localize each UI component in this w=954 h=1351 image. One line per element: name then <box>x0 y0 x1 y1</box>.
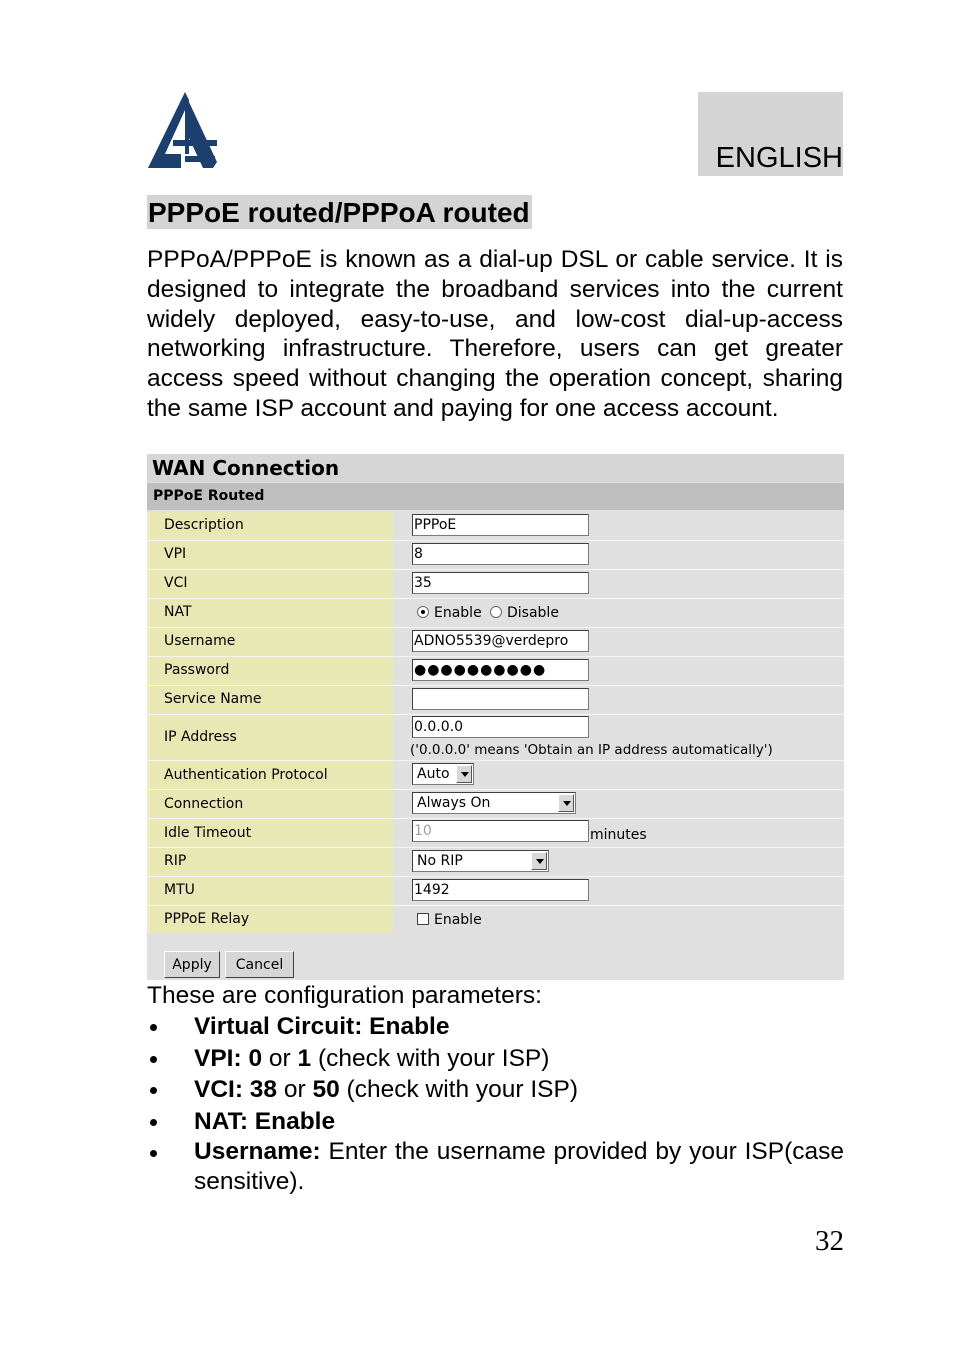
vci-input[interactable]: 35 <box>412 572 589 594</box>
idle-timeout-unit: minutes <box>590 827 647 843</box>
auth-protocol-label: Authentication Protocol <box>164 767 328 783</box>
list-item <box>147 1137 844 1197</box>
bullet-bold: 50 <box>312 1076 340 1103</box>
nat-enable-label: Enable <box>434 605 482 621</box>
list-item <box>147 1074 844 1106</box>
nat-label: NAT <box>164 604 192 620</box>
mtu-input[interactable]: 1492 <box>412 879 589 901</box>
row-pppoe-relay <box>147 906 844 933</box>
username-label: Username <box>164 633 236 649</box>
bullet-text: (check with your ISP) <box>339 1076 578 1103</box>
chevron-down-icon[interactable] <box>456 765 472 783</box>
bullet-bold: Virtual Circuit: Enable <box>194 1013 450 1040</box>
atlantis-logo-icon <box>147 92 219 170</box>
row-vpi <box>147 541 844 569</box>
bullet-text: or <box>277 1076 313 1103</box>
idle-timeout-label: Idle Timeout <box>164 825 252 841</box>
connection-select[interactable] <box>412 792 576 814</box>
row-description <box>147 512 844 540</box>
rip-select[interactable] <box>412 850 549 872</box>
vpi-label: VPI <box>164 546 187 562</box>
bullet-bold: VPI: 0 <box>194 1044 263 1072</box>
row-password <box>147 657 844 685</box>
panel-header <box>147 454 844 482</box>
service-name-label: Service Name <box>164 691 262 707</box>
bullet-text: (check with your ISP) <box>311 1044 550 1072</box>
auth-protocol-value: Auto <box>417 766 450 782</box>
section-title: PPPoE routed/PPPoA routed <box>148 197 530 228</box>
bullet-bold: VCI: 38 <box>194 1076 278 1103</box>
row-connection <box>147 790 844 818</box>
language-label: ENGLISH <box>715 142 843 174</box>
password-label: Password <box>164 662 230 678</box>
params-intro: These are configuration parameters: <box>147 982 542 1009</box>
list-item <box>147 1043 844 1075</box>
auth-protocol-select[interactable] <box>412 763 474 785</box>
username-input[interactable]: ADNO5539@verdepro <box>412 630 589 652</box>
rip-label: RIP <box>164 853 187 869</box>
bullet-text: or <box>262 1044 298 1072</box>
row-vci <box>147 570 844 598</box>
idle-timeout-input[interactable]: 10 <box>412 820 589 842</box>
connection-value: Always On <box>417 795 491 811</box>
pppoe-relay-label: PPPoE Relay <box>164 911 250 927</box>
row-idle-timeout <box>147 819 844 847</box>
bullet-text: Enter the username provided by your ISP(case sensitive). <box>194 1138 844 1195</box>
description-input[interactable]: PPPoE <box>412 514 589 536</box>
vpi-input[interactable]: 8 <box>412 543 589 565</box>
rip-value: No RIP <box>417 853 463 869</box>
language-label-box <box>698 92 843 176</box>
parameter-list <box>147 1011 844 1197</box>
row-ip-address <box>147 715 844 760</box>
bullet-bold: NAT: Enable <box>194 1107 336 1135</box>
mtu-label: MTU <box>164 882 195 898</box>
row-mtu <box>147 877 844 905</box>
wan-connection-panel <box>147 454 844 980</box>
description-label: Description <box>164 517 244 533</box>
page-number: 32 <box>815 1225 844 1257</box>
intro-paragraph: PPPoA/PPPoE is known as a dial-up DSL or cable service. It is designed to integrate the broadband services into the current widely deployed, easy-to-use, and low-cost dial-up-access networking infrastructure. Therefore, users can get greater access speed without changing the operation concept, sharing the same ISP account and paying for one access account. <box>147 246 843 422</box>
bullet-bold: Username: <box>194 1138 321 1165</box>
pppoe-relay-checkbox[interactable] <box>417 913 429 925</box>
row-service-name <box>147 686 844 714</box>
ip-address-label: IP Address <box>164 729 237 745</box>
ip-address-hint: ('0.0.0.0' means 'Obtain an IP address automatically') <box>410 742 773 758</box>
service-name-input[interactable] <box>412 688 589 710</box>
nat-disable-label: Disable <box>507 605 559 621</box>
row-nat <box>147 599 844 627</box>
bullet-bold: 1 <box>297 1044 312 1072</box>
row-auth-protocol <box>147 761 844 789</box>
nat-enable-radio[interactable] <box>417 606 429 618</box>
chevron-down-icon[interactable] <box>531 852 547 870</box>
cancel-button[interactable]: Cancel <box>225 951 294 978</box>
apply-button[interactable]: Apply <box>164 951 220 978</box>
list-item <box>147 1011 844 1043</box>
panel-title: WAN Connection <box>152 456 340 480</box>
row-rip <box>147 848 844 876</box>
section-header <box>147 483 844 510</box>
row-username <box>147 628 844 656</box>
password-input[interactable]: ●●●●●●●●●● <box>412 659 589 681</box>
nat-disable-radio[interactable] <box>490 606 502 618</box>
section-label: PPPoE Routed <box>153 488 265 504</box>
vci-label: VCI <box>164 575 188 591</box>
list-item <box>147 1106 844 1138</box>
pppoe-relay-enable-label: Enable <box>434 912 482 928</box>
ip-address-input[interactable]: 0.0.0.0 <box>412 716 589 738</box>
chevron-down-icon[interactable] <box>558 794 574 812</box>
connection-label: Connection <box>164 796 244 812</box>
